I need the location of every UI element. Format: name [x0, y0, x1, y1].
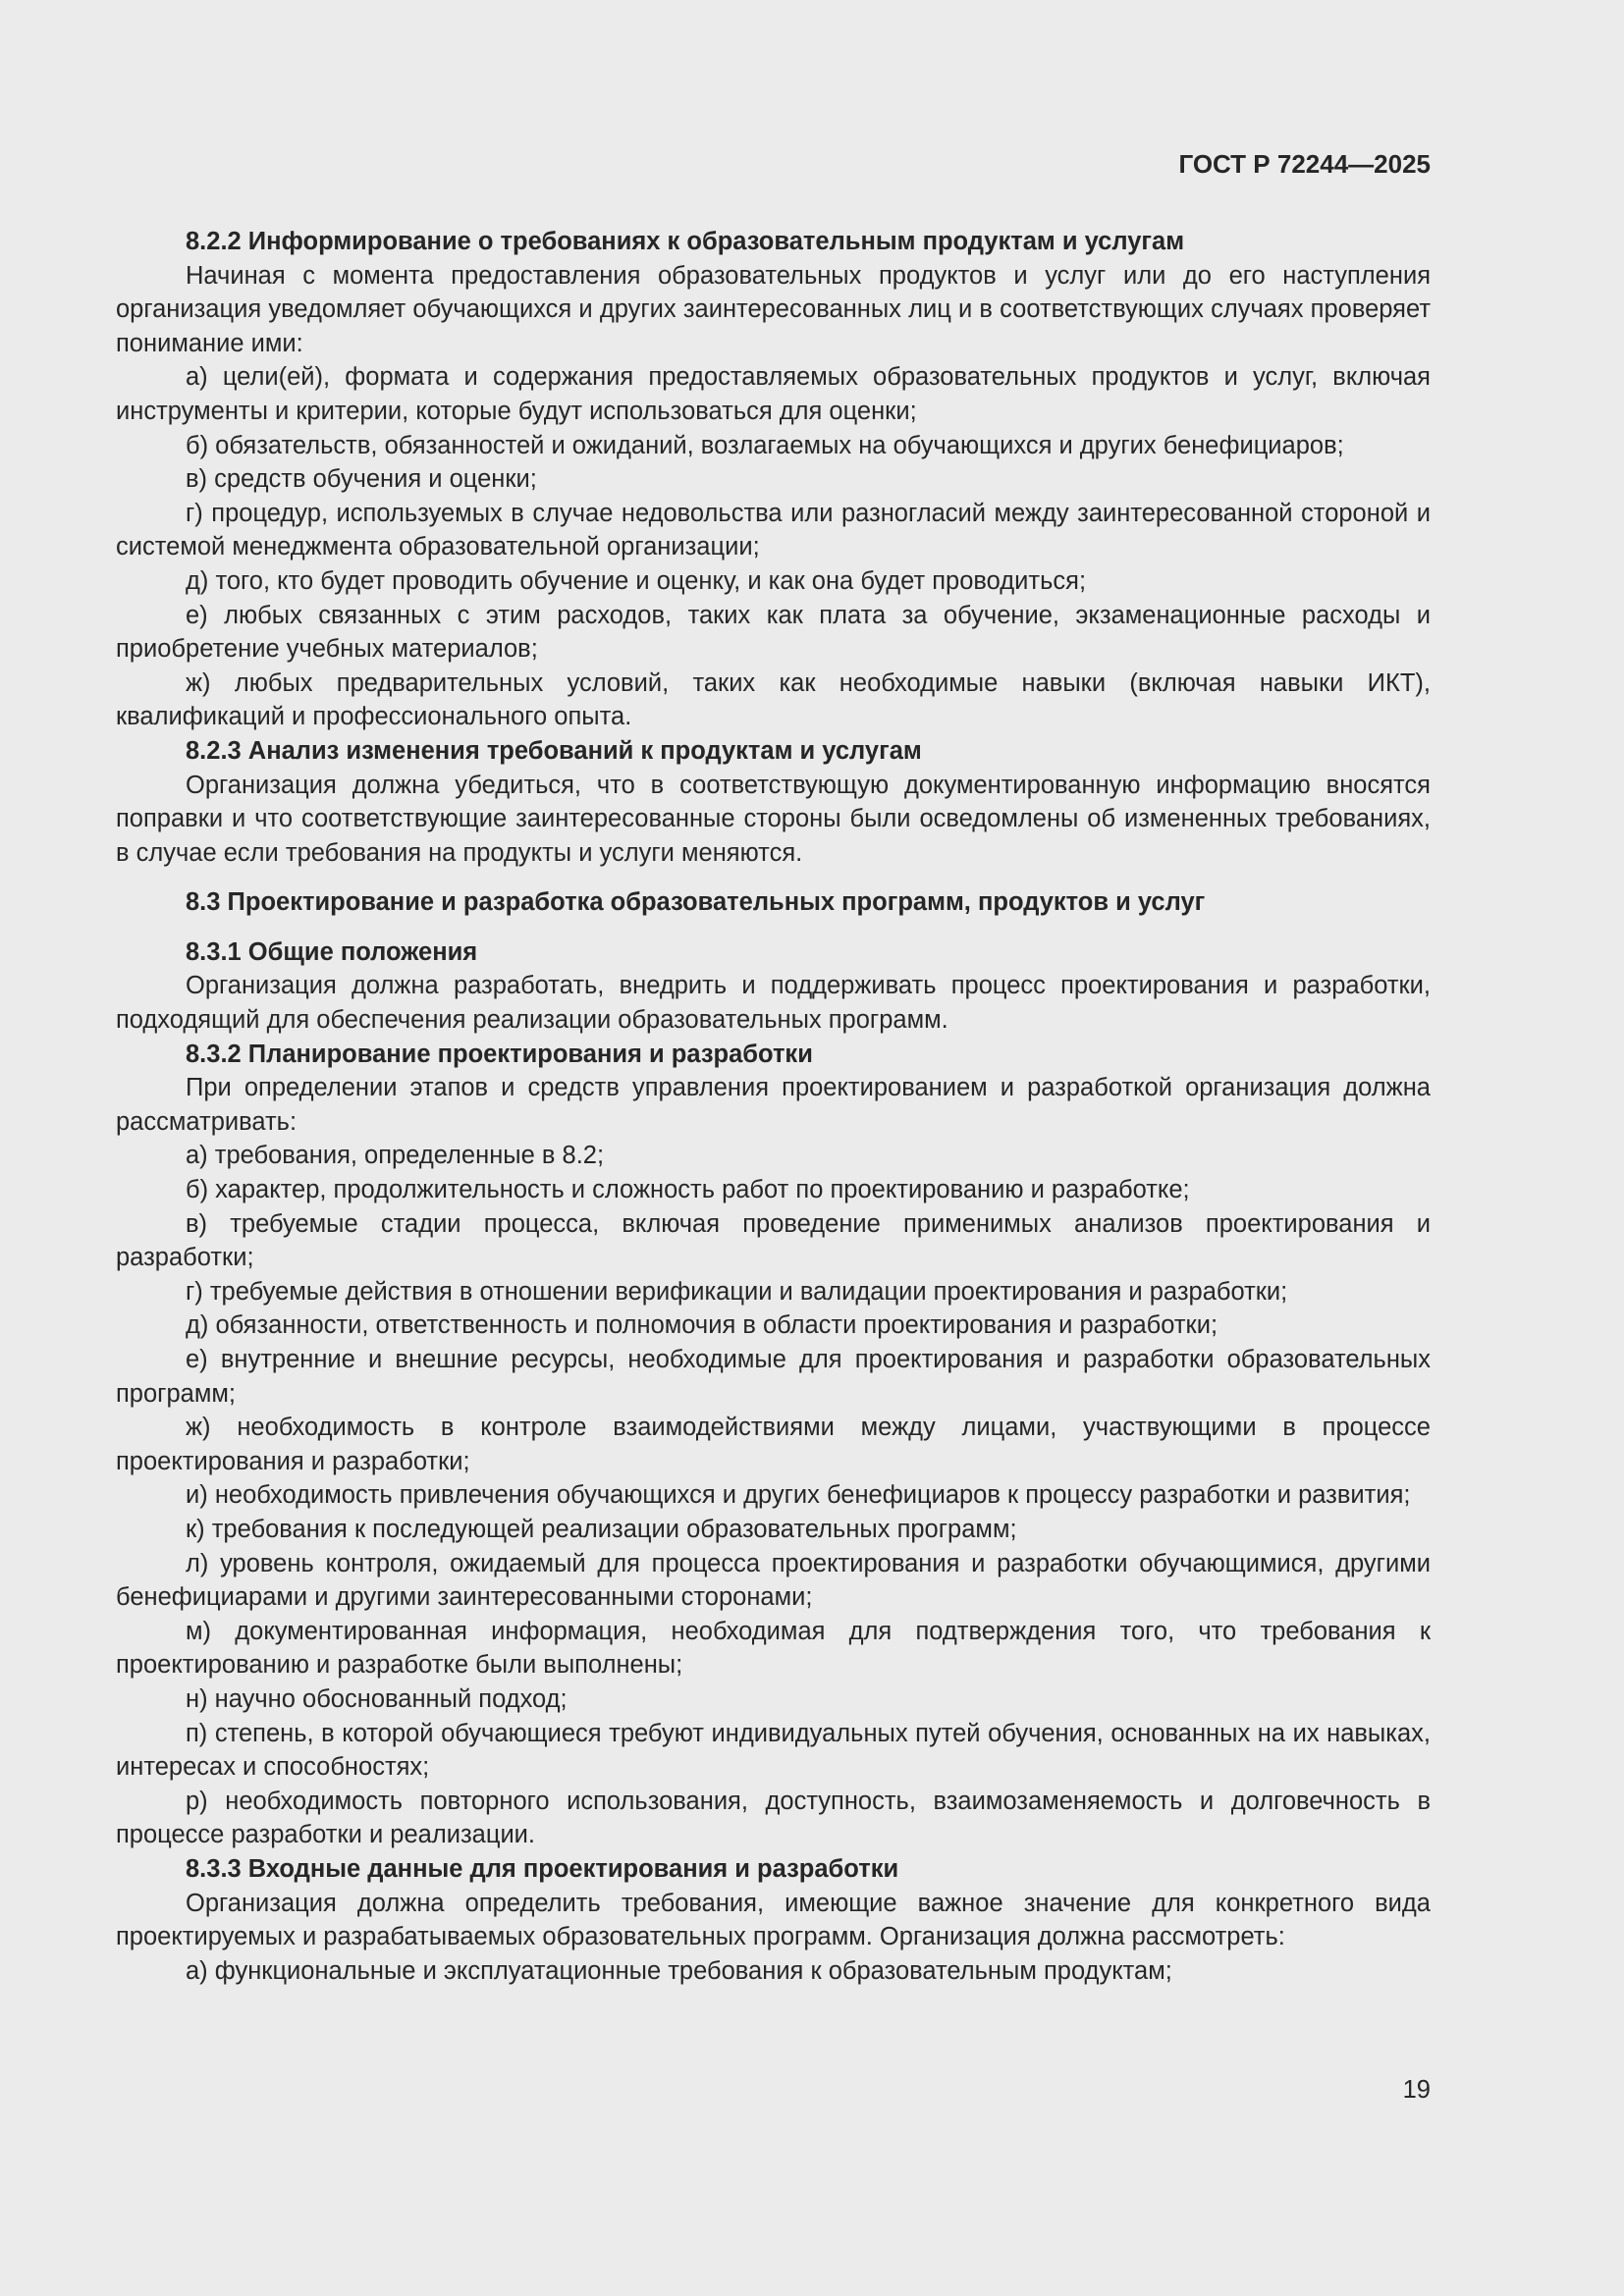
- section-8-2-3-title: 8.2.3 Анализ изменения требований к продуктам и услугам: [186, 736, 922, 765]
- list-item: р) необходимость повторного использования, доступность, взаимозаменяемость и долговечность в процессе разработки и реализации.: [116, 1787, 1431, 1849]
- list-item: л) уровень контроля, ожидаемый для процесса проектирования и разработки обучающимися, другими бенефициарами и другими заинтересованными сторонами;: [116, 1549, 1431, 1612]
- list-item: б) характер, продолжительность и сложность работ по проектированию и разработке;: [186, 1176, 1190, 1204]
- section-8-3-3-title: 8.3.3 Входные данные для проектирования и разработки: [186, 1854, 899, 1883]
- list-item: б) обязательств, обязанностей и ожиданий, возлагаемых на обучающихся и других бенефициаров;: [186, 431, 1344, 459]
- list-item: п) степень, в которой обучающиеся требуют индивидуальных путей обучения, основанных на их навыках, интересах и способностях;: [116, 1719, 1431, 1782]
- list-item: в) средств обучения и оценки;: [186, 465, 537, 494]
- list-item: а) цели(ей), формата и содержания предоставляемых образовательных продуктов и услуг, включая инструменты и критерии, которые будут использоваться для оценки;: [116, 363, 1431, 425]
- document-body: [116, 225, 1431, 1988]
- list-item: ж) любых предварительных условий, таких как необходимые навыки (включая навыки ИКТ), квалификаций и профессионального опыта.: [116, 668, 1431, 731]
- list-item: д) того, кто будет проводить обучение и оценку, и как она будет проводиться;: [186, 566, 1087, 595]
- list-item: е) любых связанных с этим расходов, таких как плата за обучение, экзаменационные расходы и приобретение учебных материалов;: [116, 601, 1431, 664]
- section-8-3-2-intro: При определении этапов и средств управления проектированием и разработкой организация должна рассматривать:: [116, 1074, 1431, 1136]
- list-item: ж) необходимость в контроле взаимодействиями между лицами, участвующими в процессе проектирования и разработки;: [116, 1414, 1431, 1475]
- list-item: д) обязанности, ответственность и полномочия в области проектирования и разработки;: [186, 1311, 1218, 1340]
- list-item: н) научно обоснованный подход;: [186, 1684, 568, 1713]
- section-8-3-1-text: Организация должна разработать, внедрить и поддерживать процесс проектирования и разработки, подходящий для обеспечения реализации образовательных программ.: [116, 972, 1431, 1035]
- page-number: 19: [1402, 2076, 1431, 2104]
- list-item: г) процедур, используемых в случае недовольства или разногласий между заинтересованной стороной и системой менеджмента образовательной организации;: [116, 499, 1431, 561]
- list-item: г) требуемые действия в отношении верификации и валидации проектирования и разработки;: [186, 1277, 1288, 1306]
- list-item: а) функциональные и эксплуатационные требования к образовательным продуктам;: [186, 1956, 1172, 1985]
- section-8-3-title: 8.3 Проектирование и разработка образовательных программ, продуктов и услуг: [186, 888, 1206, 917]
- list-item: е) внутренние и внешние ресурсы, необходимые для проектирования и разработки образовательных программ;: [116, 1346, 1431, 1408]
- section-8-2-2-intro: Начиная с момента предоставления образовательных продуктов и услуг или до его наступления организация уведомляет обучающихся и других заинтересованных лиц и в соответствующих случаях проверяет понимание ими:: [116, 261, 1431, 357]
- section-8-2-3-text: Организация должна убедиться, что в соответствующую документированную информацию вносятся поправки и что соответствующие заинтересованные стороны были осведомлены об измененных требованиях, в случае если требования на продукты и услуги меняются.: [116, 771, 1431, 867]
- list-item: к) требования к последующей реализации образовательных программ;: [186, 1515, 1017, 1543]
- list-item: и) необходимость привлечения обучающихся и других бенефициаров к процессу разработки и развития;: [186, 1481, 1411, 1510]
- list-item: м) документированная информация, необходимая для подтверждения того, что требования к проектированию и разработке были выполнены;: [116, 1617, 1431, 1680]
- section-8-2-2-title: 8.2.2 Информирование о требованиях к образовательным продуктам и услугам: [186, 228, 1185, 255]
- list-item: в) требуемые стадии процесса, включая проведение применимых анализов проектирования и разработки;: [116, 1209, 1431, 1272]
- section-8-3-1-title: 8.3.1 Общие положения: [186, 937, 478, 966]
- section-8-3-3-intro: Организация должна определить требования, имеющие важное значение для конкретного вида проектируемых и разрабатываемых образовательных программ. Организация должна рассмотреть:: [116, 1889, 1431, 1951]
- document-header: ГОСТ Р 72244—2025: [1178, 149, 1431, 179]
- section-8-3-2-title: 8.3.2 Планирование проектирования и разработки: [186, 1040, 813, 1068]
- list-item: а) требования, определенные в 8.2;: [186, 1142, 605, 1170]
